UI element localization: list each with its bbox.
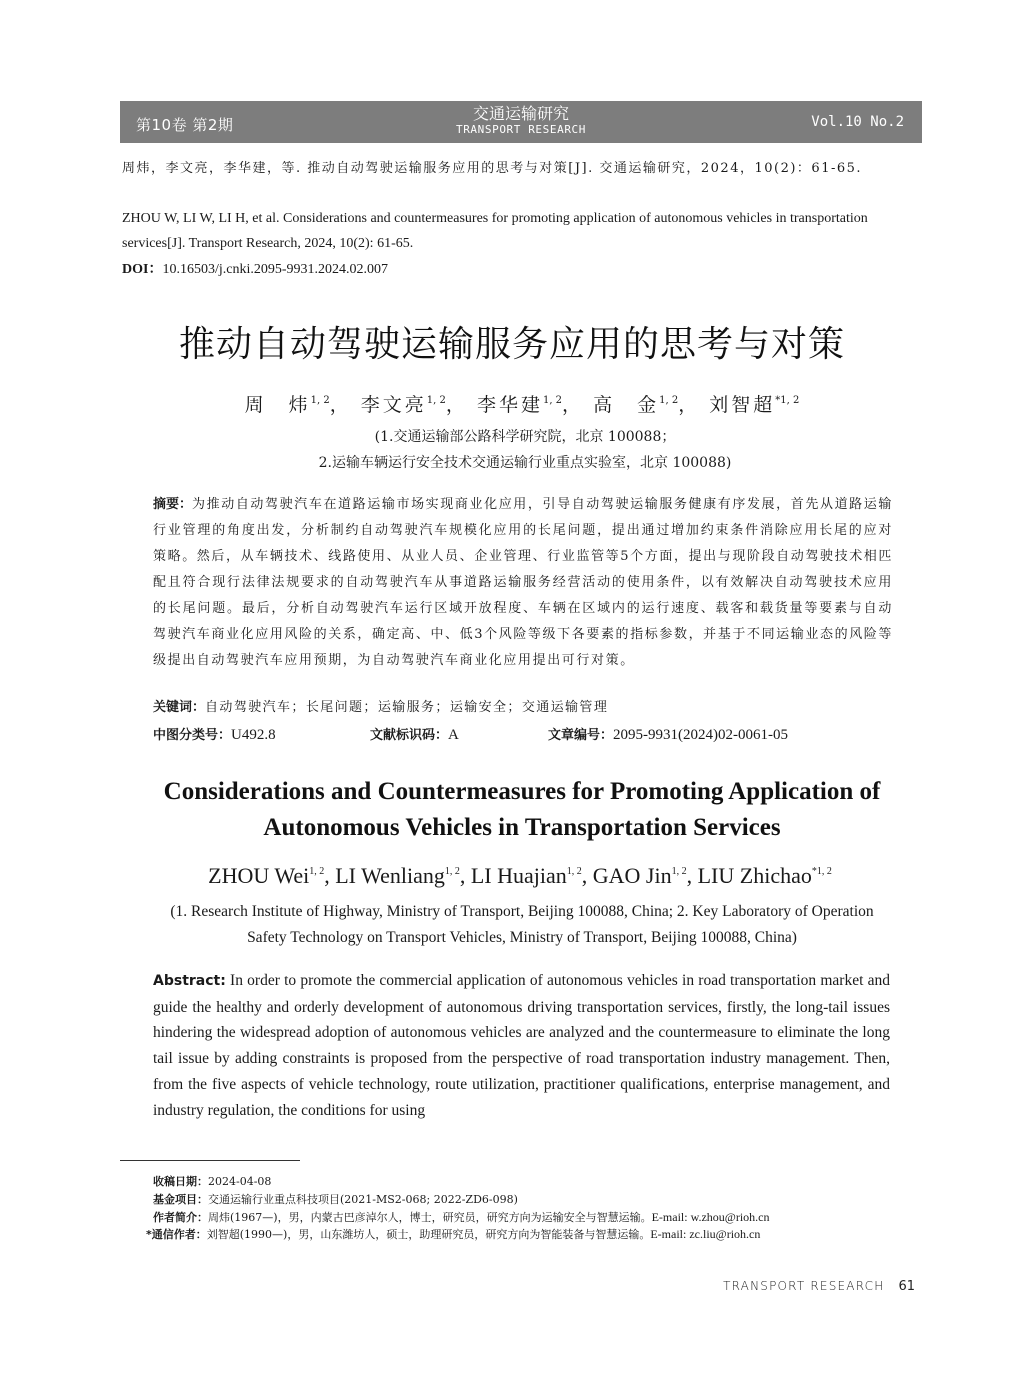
abstract-en-text: In order to promote the commercial application of autonomous vehicles in road transportation market and guide the healthy and orderly development of autonomous driving transportation services, firstly, the long-tail issues hindering the widespread adoption of autonomous vehicles are analyzed and the countermeasure to eliminate the long tail issue by adding constraints is proposed from the perspective of road transportation industry management. Then, from the five aspects of vehicle technology, route utilization, practitioner qualifications, enterprise management, and industry regulation, the conditions for using <box>153 972 890 1119</box>
abstract-cn-label: 摘要： <box>153 497 193 512</box>
footnote-author-bio: 作者简介：周炜(1967—)，男，内蒙古巴彦淖尔人，博士，研究员，研究方向为运输安全与智慧运输。E-mail: w.zhou@rioh.cn <box>153 1210 770 1224</box>
doi-label: DOI： <box>122 262 163 277</box>
title-en: Considerations and Countermeasures for Promoting Application of Autonomous Vehicles in Transportation Services <box>163 778 881 841</box>
keywords-cn-label: 关键词： <box>153 700 206 715</box>
author-email[interactable]: E-mail: w.zhou@rioh.cn <box>651 1210 770 1224</box>
authors-en: ZHOU Wei$^{1, 2}$, LI Wenliang$^{1, 2}$, LI Huajian$^{1, 2}$, GAO Jin$^{1, 2}$, LIU Zhichao$^{*1, 2}$ <box>208 863 832 888</box>
keywords-cn <box>153 696 608 715</box>
citation-en: ZHOU W, LI W, LI H, et al. Considerations and countermeasures for promoting application of autonomous vehicles in transportation services[J]. Transport Research, 2024, 10(2): 61-65. <box>122 211 868 251</box>
author-en: LIU Zhichao$^{*1, 2}$ <box>697 863 832 888</box>
author-cn: 李华建$^{1, 2}$ <box>476 394 563 416</box>
volume-issue-cn: 第10卷 第2期 <box>136 116 234 134</box>
author-en: LI Huajian$^{1, 2}$ <box>470 863 582 888</box>
author-cn: 刘智超$^{*1, 2}$ <box>709 394 800 416</box>
author-en: LI Wenliang$^{1, 2}$ <box>335 863 460 888</box>
author-cn: 高 金$^{1, 2}$ <box>593 394 679 416</box>
article-number: 文章编号：2095-9931(2024)02-0061-05 <box>548 727 788 743</box>
clc-number: 中图分类号：U492.8 <box>153 727 276 743</box>
author-cn: 李文亮$^{1, 2}$ <box>360 394 446 416</box>
author-en: ZHOU Wei$^{1, 2}$ <box>208 863 325 888</box>
footnote-received: 收稿日期：2024-04-08 <box>153 1175 272 1188</box>
document-code: 文献标识码：A <box>370 727 459 743</box>
author-cn: 周 炜$^{1, 2}$ <box>244 394 330 416</box>
authors-cn: 周 炜$^{1, 2}$， 李文亮$^{1, 2}$， 李华建$^{1, 2}$， 高 金$^{1, 2}$， 刘智超$^{*1, 2}$ <box>244 394 800 416</box>
footnote-corresponding: *通信作者：刘智超(1990—)，男，山东潍坊人，硕士，助理研究员，研究方向为智能装备与智慧运输。E-mail: zc.liu@rioh.cn <box>146 1227 761 1241</box>
abstract-cn-text: 为推动自动驾驶汽车在道路运输市场实现商业化应用，引导自动驾驶运输服务健康有序发展，首先从道路运输行业管理的角度出发，分析制约自动驾驶汽车规模化应用的长尾问题，提出通过增加约束条件消除应用长尾的应对策略。然后，从车辆技术、线路使用、从业人员、企业管理、行业监管等5个方面，提出与现阶段自动驾驶技术相匹配且符合现行法律法规要求的自动驾驶汽车从事道路运输服务经营活动的使用条件，以有效解决自动驾驶技术应用的长尾问题。最后，分析自动驾驶汽车运行区域开放程度、车辆在区域内的运行速度、载客和载货量等要素与自动驾驶汽车商业化应用风险的关系，确定高、中、低3个风险等级下各要素的指标参数，并基于不同运输业态的风险等级提出自动驾驶汽车应用预期，为自动驾驶汽车商业化应用提出可行对策。 <box>153 497 893 668</box>
journal-name-cn: 交通运输研究 <box>472 104 569 123</box>
page-number: 61 <box>898 1279 915 1294</box>
doi-value[interactable]: 10.16503/j.cnki.2095-9931.2024.02.007 <box>162 262 388 277</box>
footer-journal: TRANSPORT RESEARCH <box>723 1279 885 1293</box>
affiliation-cn-2: 2.运输车辆运行安全技术交通运输行业重点实验室，北京 100088) <box>318 455 732 471</box>
citation-cn: 周炜，李文亮，李华建，等. 推动自动驾驶运输服务应用的思考与对策[J]. 交通运输研究，2024，10(2)：61-65. <box>122 161 863 176</box>
journal-name-en: TRANSPORT RESEARCH <box>455 123 586 136</box>
corresponding-email[interactable]: E-mail: zc.liu@rioh.cn <box>650 1227 761 1241</box>
footnote-rule <box>120 1160 300 1161</box>
abstract-en <box>153 968 890 1123</box>
doi <box>122 258 388 278</box>
abstract-cn <box>153 492 893 674</box>
volume-issue-en: Vol.10 No.2 <box>811 114 904 130</box>
page-footer <box>723 1279 915 1294</box>
title-cn: 推动自动驾驶运输服务应用的思考与对策 <box>178 324 845 365</box>
author-en: GAO Jin$^{1, 2}$ <box>592 863 687 888</box>
journal-name <box>120 104 922 137</box>
journal-header-band <box>120 101 922 143</box>
affiliations-en: (1. Research Institute of Highway, Ministry of Transport, Beijing 100088, China; 2. Key Laboratory of Operation Safety Technology on Transport Vehicles, Ministry of Transport, Beijing 100088, China) <box>170 903 874 946</box>
keywords-cn-text: 自动驾驶汽车；长尾问题；运输服务；运输安全；交通运输管理 <box>205 700 609 715</box>
affiliation-cn-1: (1.交通运输部公路科学研究院，北京 100088； <box>374 429 676 445</box>
footnote-funding: 基金项目：交通运输行业重点科技项目(2021-MS2-068; 2022-ZD6-098) <box>153 1193 518 1206</box>
abstract-en-label: Abstract: <box>153 973 226 989</box>
